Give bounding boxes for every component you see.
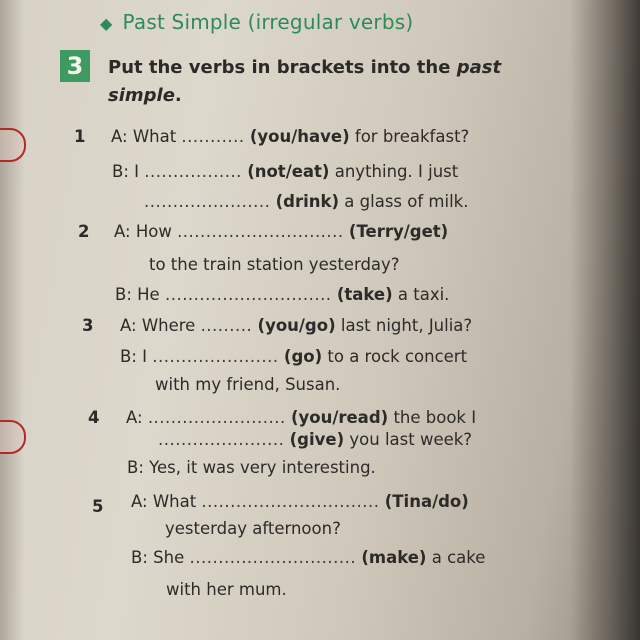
exercise-line [131,548,485,567]
line-text: Yes, it was very interesting. [149,458,376,477]
speaker-label: A: [111,127,128,146]
line-text: yesterday afternoon? [165,519,341,538]
line-text-after: anything. I just [334,162,459,181]
item-number: 3 [82,316,94,335]
line-text-after: for breakfast? [354,127,470,146]
answer-blank[interactable]: ............................... [201,492,380,511]
verb-hint: (you/have) [249,127,350,146]
line-text-after: to a rock concert [327,347,468,366]
speaker-label: A: [131,492,148,511]
speaker-label: B: [112,162,129,181]
item-number: 1 [74,127,86,146]
exercise-instruction [108,54,508,110]
line-text: with her mum. [166,580,287,599]
exercise-line [126,408,476,427]
answer-blank[interactable]: ............................. [189,548,357,567]
speaker-label: A: [126,408,143,427]
line-text-after: you last week? [349,430,473,449]
line-text: Where [141,316,196,335]
line-text-after: the book I [393,408,477,427]
verb-hint: (Tina/do) [384,492,469,511]
verb-hint: (you/read) [290,408,389,427]
line-text: What [152,492,197,511]
item-number: 2 [78,222,90,241]
page-shadow [570,0,640,640]
line-text: What [132,127,177,146]
line-text: I [142,347,148,366]
speaker-label: B: [131,548,148,567]
section-title-text: Past Simple (irregular verbs) [122,10,414,34]
line-text: He [137,285,160,304]
line-text: with my friend, Susan. [155,375,341,394]
verb-hint: (go) [283,347,323,366]
instruction-main: Put the verbs in brackets into the [108,57,451,78]
exercise-line [112,162,458,181]
exercise-line [158,430,472,449]
answer-blank[interactable]: ........................ [147,408,286,427]
answer-blank[interactable]: ................. [144,162,242,181]
speaker-label: B: [127,458,144,477]
exercise-line [149,255,400,274]
answer-blank[interactable]: ......... [200,316,253,335]
answer-blank[interactable]: ........... [181,127,245,146]
answer-blank[interactable]: ...................... [152,347,279,366]
verb-hint: (not/eat) [247,162,330,181]
answer-blank[interactable]: ............................. [177,222,344,241]
exercise-line [115,285,449,304]
exercise-line [120,316,472,335]
exercise-line [120,347,467,366]
exercise-line [144,192,468,211]
page-left-edge [0,0,24,640]
verb-hint: (drink) [275,192,340,211]
line-text: How [135,222,172,241]
instruction-end: . [174,85,182,106]
verb-hint: (you/go) [257,316,336,335]
line-text-after: a glass of milk. [344,192,469,211]
answer-blank[interactable]: ............................. [164,285,332,304]
exercise-line [111,127,469,146]
item-number: 4 [88,408,100,427]
verb-hint: (take) [336,285,393,304]
exercise-line [131,492,469,511]
exercise-line [155,375,340,394]
exercise-line [114,222,448,241]
verb-hint: (Terry/get) [348,222,449,241]
speaker-label: A: [120,316,137,335]
answer-blank[interactable]: ...................... [144,192,271,211]
verb-hint: (make) [361,548,427,567]
speaker-label: B: [115,285,132,304]
line-text-after: a cake [431,548,486,567]
diamond-icon: ◆ [100,14,113,33]
item-number: 5 [92,497,104,516]
line-text: to the train station yesterday? [149,255,400,274]
line-text: I [134,162,140,181]
exercise-line [165,519,341,538]
exercise-line [166,580,287,599]
line-text-after: last night, Julia? [340,316,473,335]
exercise-number: 3 [60,50,90,82]
line-text: She [153,548,185,567]
line-text-after: a taxi. [397,285,450,304]
verb-hint: (give) [289,430,345,449]
instruction-italic: past simple [108,57,502,106]
answer-blank[interactable]: ...................... [158,430,285,449]
exercise-line [127,458,376,477]
speaker-label: B: [120,347,137,366]
section-title [100,10,413,34]
speaker-label: A: [114,222,131,241]
